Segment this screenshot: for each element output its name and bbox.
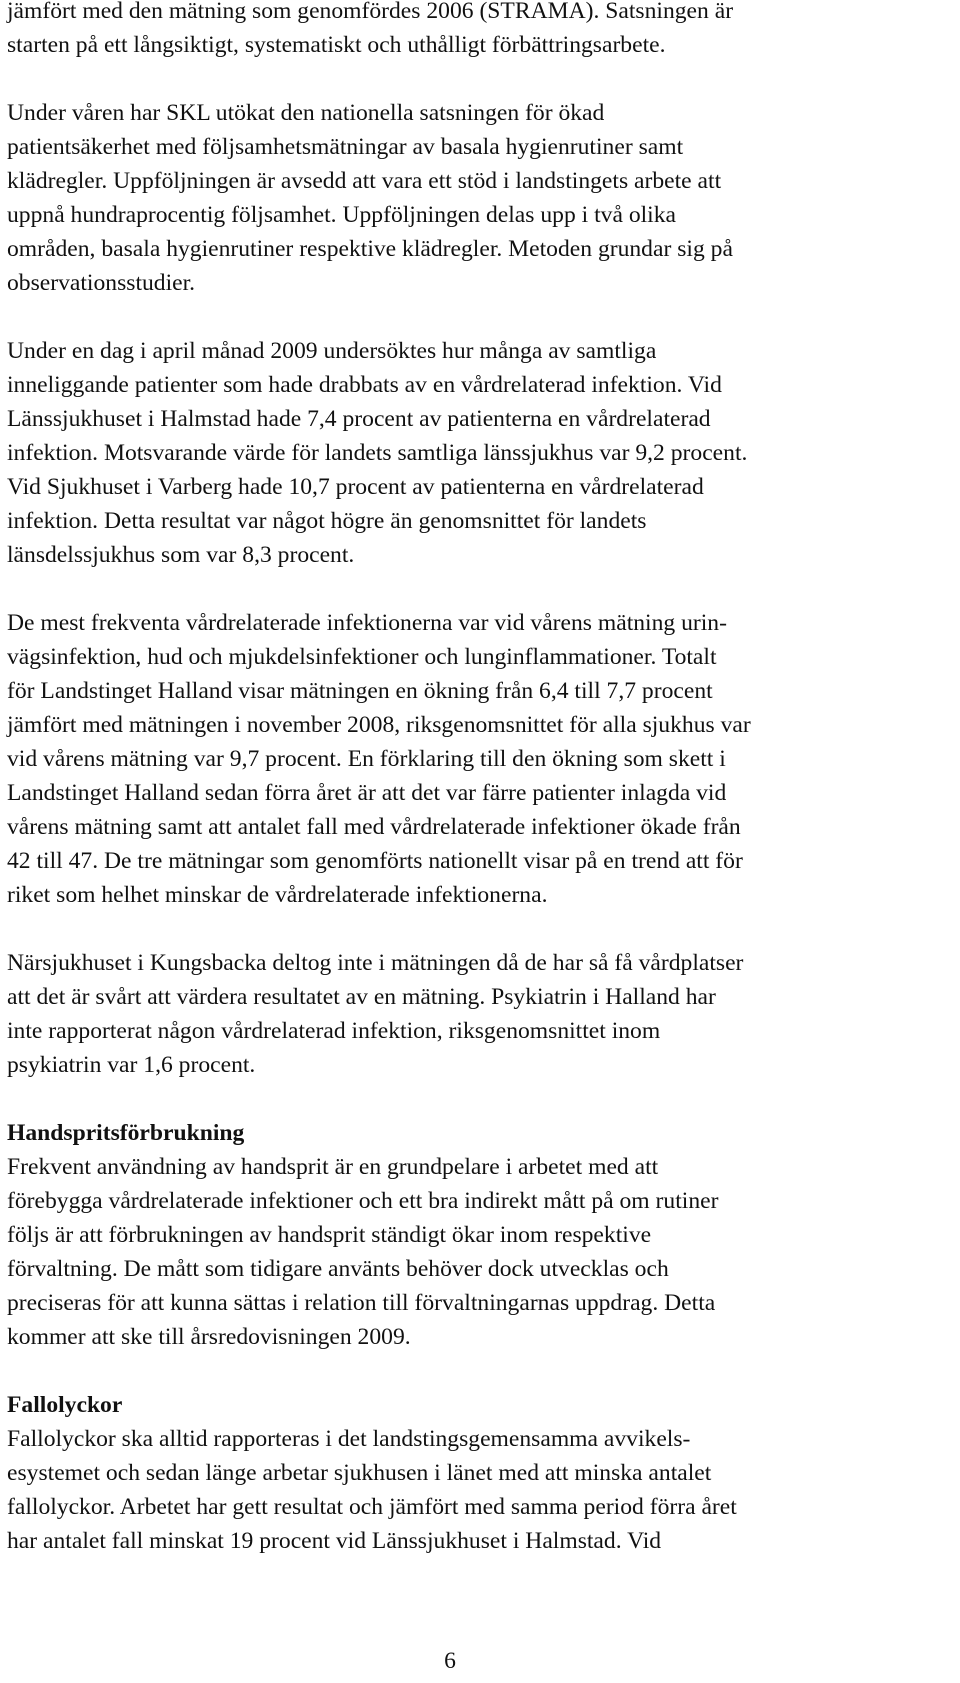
text-line: De mest frekventa vårdrelaterade infektionerna var vid vårens mätning urin-: [7, 610, 727, 636]
text-line: vägsinfektion, hud och mjukdelsinfektioner och lunginflammationer. Totalt: [7, 644, 717, 670]
text-line: infektion. Detta resultat var något högre än genomsnittet för landets: [7, 508, 647, 534]
paragraph: [7, 334, 897, 572]
text-line: förvaltning. De mått som tidigare använts behöver dock utvecklas och: [7, 1256, 669, 1282]
text-line: Vid Sjukhuset i Varberg hade 10,7 procent av patienterna en vårdrelaterad: [7, 474, 704, 500]
text-line: psykiatrin var 1,6 procent.: [7, 1052, 256, 1078]
text-line: preciseras för att kunna sättas i relation till förvaltningarnas uppdrag. Detta: [7, 1290, 716, 1316]
paragraph: [7, 946, 897, 1082]
paragraph-gap: [7, 300, 897, 334]
section-heading: Handspritsförbrukning: [7, 1120, 245, 1146]
text-line: uppnå hundraprocentig följsamhet. Uppföljningen delas upp i två olika: [7, 202, 676, 228]
text-line: länsdelssjukhus som var 8,3 procent.: [7, 542, 355, 568]
page-number: 6: [444, 1648, 456, 1674]
text-line: patientsäkerhet med följsamhetsmätningar av basala hygienrutiner samt: [7, 134, 684, 160]
text-line: Länssjukhuset i Halmstad hade 7,4 procent av patienterna en vårdrelaterad: [7, 406, 711, 432]
text-line: följs är att förbrukningen av handsprit ständigt ökar inom respektive: [7, 1222, 652, 1248]
paragraph-gap: [7, 1082, 897, 1116]
text-line: fallolyckor. Arbetet har gett resultat och jämfört med samma period förra året: [7, 1494, 737, 1520]
section-handsprit: [7, 1116, 897, 1354]
text-line: vårens mätning samt att antalet fall med vårdrelaterade infektioner ökade från: [7, 814, 741, 840]
text-line: jämfört med mätningen i november 2008, riksgenomsnittet för alla sjukhus var: [7, 712, 751, 738]
text-line: att det är svårt att värdera resultatet av en mätning. Psykiatrin i Halland har: [7, 984, 716, 1010]
text-line: för Landstinget Halland visar mätningen en ökning från 6,4 till 7,7 procent: [7, 678, 713, 704]
text-line: jämfört med den mätning som genomfördes 2006 (STRAMA). Satsningen är: [7, 0, 734, 24]
text-line: Närsjukhuset i Kungsbacka deltog inte i mätningen då de har så få vårdplatser: [7, 950, 744, 976]
text-line: inte rapporterat någon vårdrelaterad infektion, riksgenomsnittet inom: [7, 1018, 661, 1044]
section-heading: Fallolyckor: [7, 1392, 123, 1418]
document-page: [7, 0, 897, 1558]
text-line: infektion. Motsvarande värde för landets samtliga länssjukhus var 9,2 procent.: [7, 440, 748, 466]
text-line: kommer att ske till årsredovisningen 2009.: [7, 1324, 411, 1350]
text-line: Landstinget Halland sedan förra året är att det var färre patienter inlagda vid: [7, 780, 727, 806]
section-fallolyckor: [7, 1388, 897, 1558]
text-line: har antalet fall minskat 19 procent vid Länssjukhuset i Halmstad. Vid: [7, 1528, 662, 1554]
text-line: klädregler. Uppföljningen är avsedd att vara ett stöd i landstingets arbete att: [7, 168, 722, 194]
text-line: observationsstudier.: [7, 270, 196, 296]
text-line: riket som helhet minskar de vårdrelaterade infektionerna.: [7, 882, 548, 908]
text-line: starten på ett långsiktigt, systematiskt och uthålligt förbättringsarbete.: [7, 32, 666, 58]
text-line: vid vårens mätning var 9,7 procent. En förklaring till den ökning som skett i: [7, 746, 726, 772]
text-line: Under våren har SKL utökat den nationella satsningen för ökad: [7, 100, 605, 126]
text-line: 42 till 47. De tre mätningar som genomförts nationellt visar på en trend att för: [7, 848, 743, 874]
text-line: Under en dag i april månad 2009 undersöktes hur många av samtliga: [7, 338, 657, 364]
paragraph-gap: [7, 1354, 897, 1388]
paragraph: [7, 96, 897, 300]
paragraph-gap: [7, 572, 897, 606]
text-line: Frekvent användning av handsprit är en grundpelare i arbetet med att: [7, 1154, 659, 1180]
paragraph-gap: [7, 912, 897, 946]
paragraph: [7, 606, 897, 912]
text-line: esystemet och sedan länge arbetar sjukhusen i länet med att minska antalet: [7, 1460, 712, 1486]
text-line: inneliggande patienter som hade drabbats av en vårdrelaterad infektion. Vid: [7, 372, 722, 398]
text-line: Fallolyckor ska alltid rapporteras i det landstingsgemensamma avvikels-: [7, 1426, 691, 1452]
text-line: förebygga vårdrelaterade infektioner och ett bra indirekt mått på om rutiner: [7, 1188, 719, 1214]
paragraph: [7, 0, 897, 62]
text-line: områden, basala hygienrutiner respektive klädregler. Metoden grundar sig på: [7, 236, 733, 262]
paragraph-gap: [7, 62, 897, 96]
